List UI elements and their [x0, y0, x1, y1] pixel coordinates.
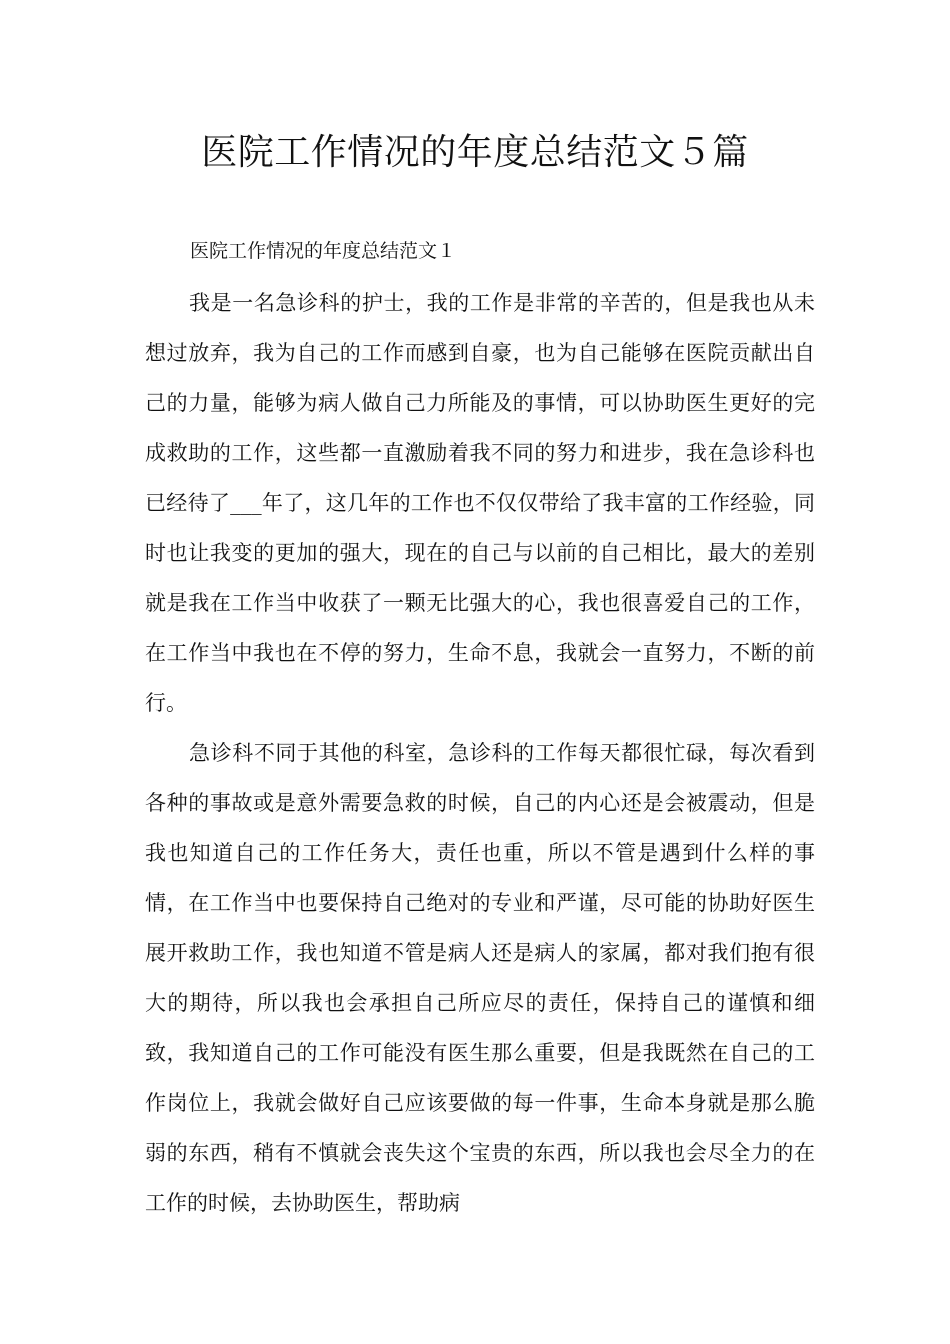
body-paragraph-1: 我是一名急诊科的护士，我的工作是非常的辛苦的，但是我也从未想过放弃，我为自己的工作而感到自豪，也为自己能够在医院贡献出自己的力量，能够为病人做自己力所能及的事情，可以协助医生更好的完成救助的工作，这些都一直激励着我不同的努力和进步，我在急诊科也已经待了___年了，这几年的工作也不仅仅带给了我丰富的工作经验，同时也让我变的更加的强大，现在的自己与以前的自己相比，最大的差别就是我在工作当中收获了一颗无比强大的心，我也很喜爱自己的工作，在工作当中我也在不停的努力，生命不息，我就会一直努力，不断的前行。	[145, 291, 815, 715]
section-heading: 医院工作情况的年度总结范文１	[190, 240, 457, 262]
document-title: 医院工作情况的年度总结范文５篇	[201, 132, 749, 173]
body-paragraph-2: 急诊科不同于其他的科室，急诊科的工作每天都很忙碌，每次看到各种的事故或是意外需要急救的时候，自己的内心还是会被震动，但是我也知道自己的工作任务大，责任也重，所以不管是遇到什么样的事情，在工作当中也要保持自己绝对的专业和严谨，尽可能的协助好医生展开救助工作，我也知道不管是病人还是病人的家属，都对我们抱有很大的期待，所以我也会承担自己所应尽的责任，保持自己的谨慎和细致，我知道自己的工作可能没有医生那么重要，但是我既然在自己的工作岗位上，我就会做好自己应该要做的每一件事，生命本身就是那么脆弱的东西，稍有不慎就会丧失这个宝贵的东西，所以我也会尽全力的在工作的时候，去协助医生，帮助病	[145, 741, 815, 1215]
